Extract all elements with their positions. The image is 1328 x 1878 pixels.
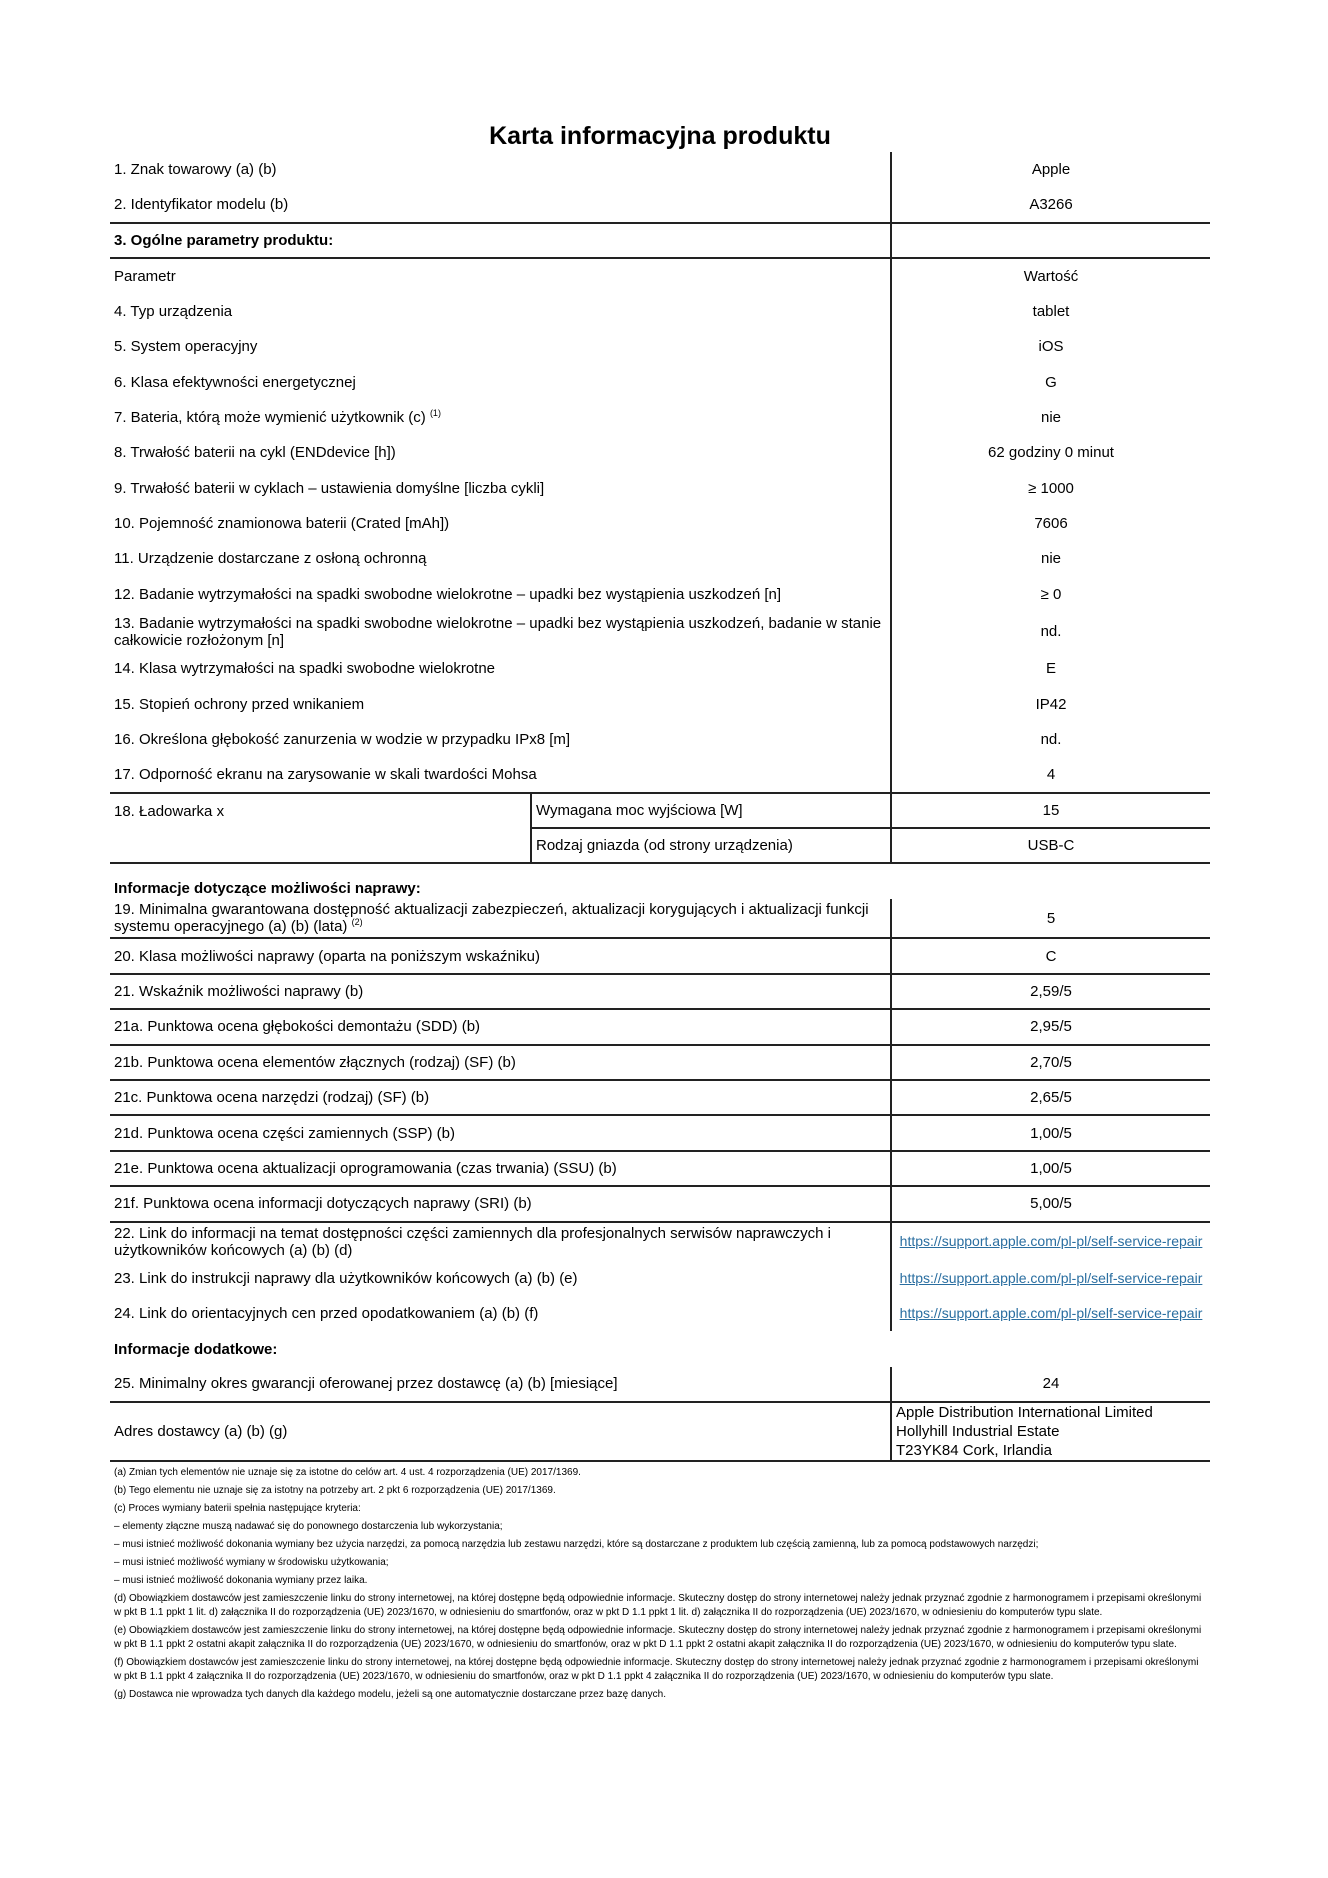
footnote: (e) Obowiązkiem dostawców jest zamieszczenie linku do strony internetowej, na której dostępne będą odpowiednie informacje. Skuteczny dostęp do strony internetowej należy jednak przyznać zgodnie z harmonogramem i przepisami określonymi w pkt B 1.1 ppkt 2 ostatni akapit załącznika II do rozporządzenia (UE) 2023/1670, w odniesieniu do smartfonów, oraz w pkt D 1.1 ppkt 2 ostatni akapit załącznika II do rozporządzenia (UE) 2023/1670, w odniesieniu do komputerów typu slate. <box>114 1625 1202 1651</box>
table-row <box>110 1367 1210 1402</box>
row-label-text: 21b. Punktowa ocena elementów złącznych (rodzaj) (SF) (b) <box>114 1053 516 1071</box>
param-header-value: Wartość <box>891 258 1210 293</box>
row-label <box>110 1115 891 1150</box>
row-value: 7606 <box>891 506 1210 541</box>
row-label-text: 4. Typ urządzenia <box>114 302 233 320</box>
general-rows <box>110 294 1210 793</box>
row-label: 2. Identyfikator modelu (b) <box>110 187 891 222</box>
table-row <box>110 294 1210 329</box>
row-label-text: 21f. Punktowa ocena informacji dotyczących naprawy (SRI) (b) <box>114 1195 532 1213</box>
charger-sub-label: Rodzaj gniazda (od strony urządzenia) <box>531 828 891 863</box>
row-label <box>110 1186 891 1221</box>
row-label-text: 19. Minimalna gwarantowana dostępność aktualizacji zabezpieczeń, aktualizacji korygujących i aktualizacji funkcji systemu operacyjnego (a) (b) (lata) <box>114 901 869 936</box>
table-row <box>110 1045 1210 1080</box>
table-row <box>110 435 1210 470</box>
row-label <box>110 938 891 973</box>
row-value: A3266 <box>891 187 1210 222</box>
row-value: G <box>891 364 1210 399</box>
table-row <box>110 152 1210 187</box>
charger-sub-value: 15 <box>891 793 1210 828</box>
row-value: IP42 <box>891 686 1210 721</box>
table-row <box>110 686 1210 721</box>
row-label <box>110 541 891 576</box>
row-label <box>110 1080 891 1115</box>
self-service-repair-link[interactable]: https://support.apple.com/pl-pl/self-service-repair <box>899 1269 1203 1286</box>
row-label <box>110 329 891 364</box>
row-label <box>110 1009 891 1044</box>
footnote: (a) Zmian tych elementów nie uznaje się za istotne do celów art. 4 ust. 4 rozporządzenia (UE) 2017/1369. <box>114 1467 581 1479</box>
row-label <box>110 722 891 757</box>
param-header-row <box>110 258 1210 293</box>
row-label <box>110 899 891 938</box>
row-value: 2,95/5 <box>891 1009 1210 1044</box>
footnote: – musi istnieć możliwość dokonania wymiany przez laika. <box>114 1575 368 1587</box>
row-label-text: 15. Stopień ochrony przed wnikaniem <box>114 695 365 713</box>
row-value: 62 godziny 0 minut <box>891 435 1210 470</box>
row-value: 5,00/5 <box>891 1186 1210 1221</box>
table-row <box>110 400 1210 435</box>
address-row <box>110 1402 1210 1461</box>
address-line: Apple Distribution International Limited <box>896 1404 1153 1422</box>
table-row <box>110 1080 1210 1115</box>
row-value: ≥ 1000 <box>891 471 1210 506</box>
row-label-text: 21c. Punktowa ocena narzędzi (rodzaj) (SF) (b) <box>114 1089 430 1107</box>
row-label <box>110 364 891 399</box>
row-value: nie <box>891 400 1210 435</box>
table-row <box>110 1186 1210 1221</box>
row-label-text: 10. Pojemność znamionowa baterii (Crated [mAh]) <box>114 515 450 533</box>
row-label-text: 21. Wskaźnik możliwości naprawy (b) <box>114 983 364 1000</box>
section-title: Informacje dotyczące możliwości naprawy: <box>114 880 421 898</box>
row-label: 25. Minimalny okres gwarancji oferowanej przez dostawcę (a) (b) [miesiące] <box>110 1367 891 1402</box>
charger-sub-value: USB-C <box>891 828 1210 863</box>
table-row <box>110 612 1210 651</box>
row-value: 1,00/5 <box>891 1151 1210 1186</box>
footnote-ref: (1) <box>429 407 441 418</box>
row-label-text: 5. System operacyjny <box>114 338 258 356</box>
row-value: ≥ 0 <box>891 577 1210 612</box>
row-link-cell <box>891 1296 1210 1331</box>
address-line: T23YK84 Cork, Irlandia <box>896 1442 1052 1460</box>
row-label-text: 20. Klasa możliwości naprawy (oparta na poniższym wskaźniku) <box>114 947 541 965</box>
row-label-text: 24. Link do orientacyjnych cen przed opodatkowaniem (a) (b) (f) <box>114 1305 539 1323</box>
row-value: E <box>891 651 1210 686</box>
row-label <box>110 577 891 612</box>
row-label-text: 21a. Punktowa ocena głębokości demontażu (SDD) (b) <box>114 1018 481 1036</box>
footnote-ref: (2) <box>351 917 363 928</box>
footnotes <box>110 1466 1205 1702</box>
row-label-text: 22. Link do informacji na temat dostępności części zamiennych dla profesjonalnych serwisów naprawczych i użytkowników końcowych (a) (b) (d) <box>114 1224 832 1259</box>
table-row <box>110 364 1210 399</box>
charger-label: 18. Ładowarka x <box>110 793 531 864</box>
row-label <box>110 1296 891 1331</box>
row-label <box>110 400 891 435</box>
table-row <box>110 577 1210 612</box>
row-label <box>110 1045 891 1080</box>
row-value: iOS <box>891 329 1210 364</box>
row-label <box>110 757 891 792</box>
row-label <box>110 1261 891 1296</box>
table-row <box>110 722 1210 757</box>
row-value: Apple <box>891 152 1210 187</box>
row-value: 1,00/5 <box>891 1115 1210 1150</box>
row-label <box>110 435 891 470</box>
spec-table <box>110 152 1210 1462</box>
page-title: Karta informacyjna produktu <box>489 122 831 150</box>
row-label <box>110 294 891 329</box>
footnote: (c) Proces wymiany baterii spełnia następujące kryteria: <box>114 1503 361 1515</box>
table-row <box>110 187 1210 222</box>
table-row <box>110 329 1210 364</box>
table-row <box>110 899 1210 938</box>
row-value: nie <box>891 541 1210 576</box>
table-row <box>110 1009 1210 1044</box>
table-row <box>110 471 1210 506</box>
footnote: (f) Obowiązkiem dostawców jest zamieszczenie linku do strony internetowej, na której dostępne będą odpowiednie informacje. Skuteczny dostęp do strony internetowej należy jednak przyznać zgodnie z harmonogramem i przepisami określonymi w pkt B 1.1 ppkt 4 załącznika II do rozporządzenia (UE) 2023/1670, w odniesieniu do smartfonów, oraz w pkt D 1.1 ppkt 4 załącznika II do rozporządzenia (UE) 2023/1670, w odniesieniu do komputerów typu slate. <box>114 1657 1199 1683</box>
row-label <box>110 506 891 541</box>
row-label-text: 23. Link do instrukcji naprawy dla użytkowników końcowych (a) (b) (e) <box>114 1269 578 1287</box>
row-label <box>110 1222 891 1261</box>
self-service-repair-link[interactable]: https://support.apple.com/pl-pl/self-service-repair <box>899 1233 1203 1250</box>
row-value: 2,59/5 <box>891 974 1210 1009</box>
row-value: nd. <box>891 722 1210 757</box>
table-row <box>110 1261 1210 1296</box>
charger-sub-label: Wymagana moc wyjściowa [W] <box>531 793 891 828</box>
row-value: 5 <box>891 899 1210 938</box>
param-header-label: Parametr <box>114 267 176 285</box>
row-label-text: 8. Trwałość baterii na cykl (ENDdevice [h]) <box>114 444 396 462</box>
footnote: (d) Obowiązkiem dostawców jest zamieszczenie linku do strony internetowej, na której dostępne będą odpowiednie informacje. Skuteczny dostęp do strony internetowej należy jednak przyznać zgodnie z harmonogramem i przepisami określonymi w pkt B 1.1 ppkt 1 lit. d) załącznika II do rozporządzenia (UE) 2023/1670, w odniesieniu do smartfonów, oraz w pkt D 1.1 ppkt 1 lit. d) załącznika II do rozporządzenia (UE) 2023/1670, w odniesieniu do komputerów typu slate. <box>114 1593 1202 1619</box>
product-info-sheet <box>110 118 1210 1706</box>
row-label <box>110 612 891 651</box>
row-value: 24 <box>891 1367 1210 1402</box>
table-row <box>110 506 1210 541</box>
row-label-text: 6. Klasa efektywności energetycznej <box>114 373 356 391</box>
table-row <box>110 938 1210 973</box>
row-link-cell <box>891 1222 1210 1261</box>
section-header-additional <box>110 1331 1210 1366</box>
footnote: – elementy złączne muszą nadawać się do ponownego dostarczenia lub wykorzystania; <box>114 1521 503 1533</box>
row-label <box>110 651 891 686</box>
table-row <box>110 1296 1210 1331</box>
table-row <box>110 974 1210 1009</box>
self-service-repair-link[interactable]: https://support.apple.com/pl-pl/self-service-repair <box>899 1305 1203 1322</box>
row-label-text: 21e. Punktowa ocena aktualizacji oprogramowania (czas trwania) (SSU) (b) <box>114 1159 617 1177</box>
row-label-text: 16. Określona głębokość zanurzenia w wodzie w przypadku IPx8 [m] <box>114 731 571 749</box>
footnote: (g) Dostawca nie wprowadza tych danych dla każdego modelu, jeżeli są one automatycznie dostarczane przez bazę danych. <box>114 1689 666 1701</box>
row-label <box>110 974 891 1009</box>
footnote: – musi istnieć możliwość dokonania wymiany bez użycia narzędzi, za pomocą narzędzia lub zestawu narzędzi, które są dostarczane z produktem lub częścią zamienną, lub za pomocą podstawowych narzędzi; <box>114 1539 1039 1551</box>
table-row <box>110 757 1210 792</box>
table-row <box>110 651 1210 686</box>
address-label: Adres dostawcy (a) (b) (g) <box>110 1402 891 1461</box>
table-row <box>110 1222 1210 1261</box>
address-line: Hollyhill Industrial Estate <box>896 1423 1060 1441</box>
table-row <box>110 1115 1210 1150</box>
row-label-text: 14. Klasa wytrzymałości na spadki swobodne wielokrotne <box>114 660 496 678</box>
charger-row <box>110 793 1210 828</box>
row-value: C <box>891 938 1210 973</box>
row-value: 2,70/5 <box>891 1045 1210 1080</box>
section-header-repair <box>110 863 1210 899</box>
repair-rows <box>110 938 1210 1221</box>
row-value: 2,65/5 <box>891 1080 1210 1115</box>
row-label <box>110 686 891 721</box>
row-label-text: 17. Odporność ekranu na zarysowanie w skali twardości Mohsa <box>114 765 537 783</box>
table-row <box>110 1151 1210 1186</box>
address-value <box>891 1402 1210 1461</box>
empty-cell <box>891 223 1210 258</box>
footnote: (b) Tego elementu nie uznaje się za istotny na potrzeby art. 2 pkt 6 rozporządzenia (UE) 2017/1369. <box>114 1485 556 1497</box>
footnote: – musi istnieć możliwość wymiany w środowisku użytkowania; <box>114 1557 389 1569</box>
row-label <box>110 471 891 506</box>
link-rows <box>110 1222 1210 1332</box>
section-title: Informacje dodatkowe: <box>114 1340 278 1358</box>
row-label: 1. Znak towarowy (a) (b) <box>114 161 277 179</box>
section-title: 3. Ogólne parametry produktu: <box>110 223 891 258</box>
row-value: tablet <box>891 294 1210 329</box>
row-label-text: 13. Badanie wytrzymałości na spadki swobodne wielokrotne – upadki bez wystąpienia uszkodzeń, badanie w stanie całkowicie rozłożonym [n] <box>114 614 882 649</box>
row-label-text: 7. Bateria, którą może wymienić użytkownik (c) <box>114 408 426 426</box>
row-label-text: 9. Trwałość baterii w cyklach – ustawienia domyślne [liczba cykli] <box>114 479 545 497</box>
row-label-text: 21d. Punktowa ocena części zamiennych (SSP) (b) <box>114 1124 455 1142</box>
row-label-text: 11. Urządzenie dostarczane z osłoną ochronną <box>114 550 427 568</box>
row-label-text: 12. Badanie wytrzymałości na spadki swobodne wielokrotne – upadki bez wystąpienia uszkodzeń [n] <box>114 585 782 603</box>
row-link-cell <box>891 1261 1210 1296</box>
row-label <box>110 1151 891 1186</box>
row-value: nd. <box>891 612 1210 651</box>
table-row <box>110 541 1210 576</box>
section-header-general <box>110 223 1210 258</box>
row-value: 4 <box>891 757 1210 792</box>
